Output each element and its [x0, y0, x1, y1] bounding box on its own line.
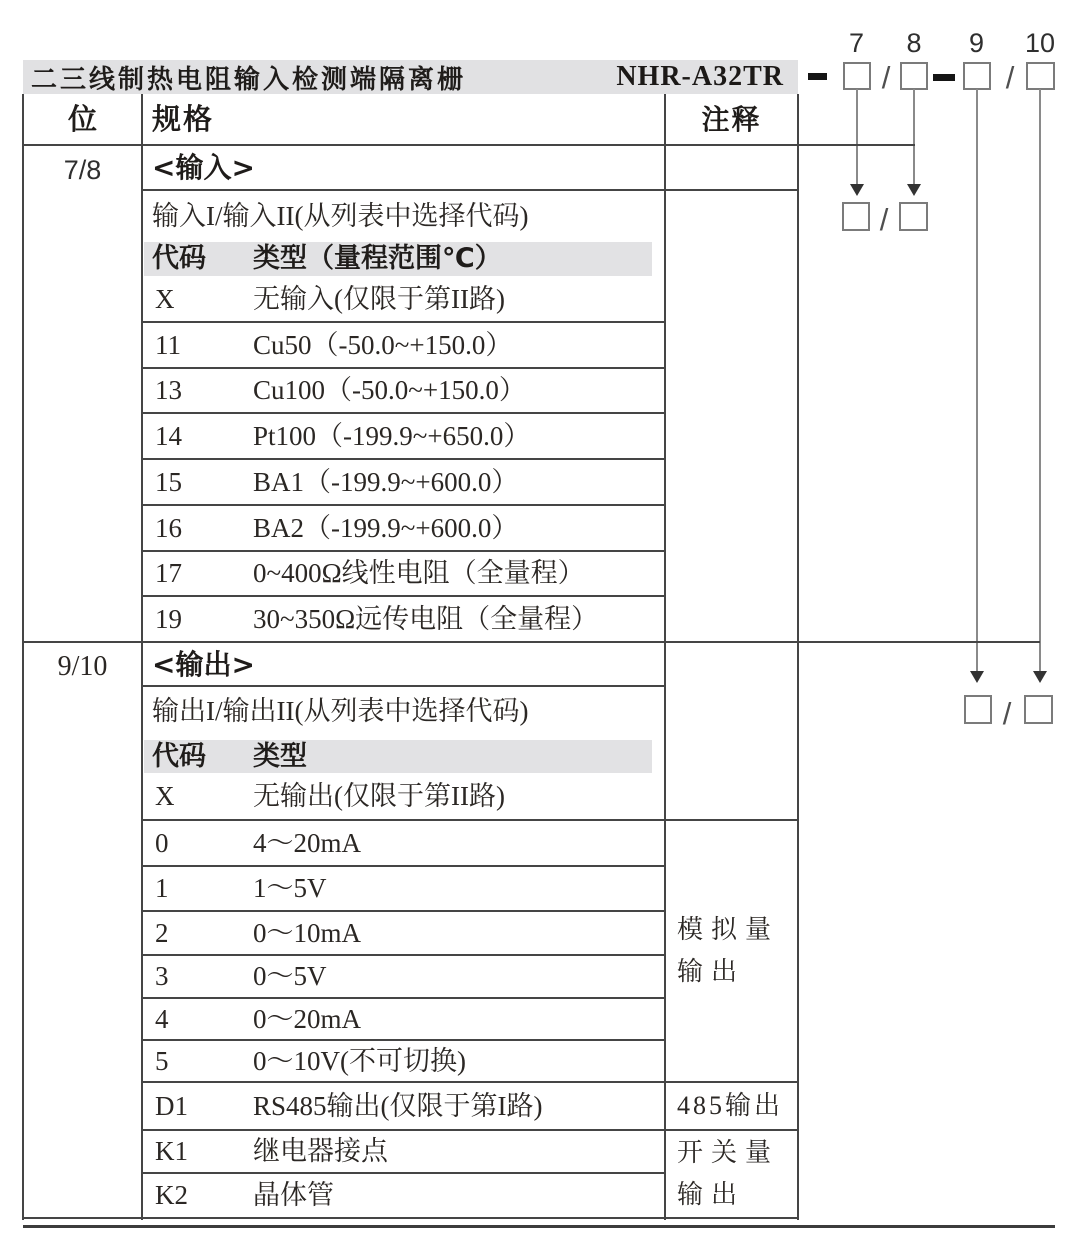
input-target-box-1[interactable] [842, 202, 870, 231]
output-row-type: 1～5V [253, 873, 327, 903]
output-row-type: 继电器接点 [253, 1136, 388, 1166]
output-row-code: 2 [155, 918, 169, 948]
input-row-type: Pt100（-199.9~+650.0） [253, 421, 531, 451]
output-type-header: 类型 [253, 741, 307, 772]
arrow-down-icon [970, 671, 984, 683]
output-group-title: <输出> [152, 648, 255, 681]
input-row-type: 0~400Ω线性电阻（全量程） [253, 558, 585, 588]
output-row-code: 3 [155, 961, 169, 991]
code-box-digit-8[interactable] [900, 62, 928, 90]
page-title: 二三线制热电阻输入检测端隔离栅 [31, 64, 467, 95]
arrow-down-icon [907, 184, 921, 196]
output-row-code: K2 [155, 1180, 188, 1210]
output-row-type: 0～10mA [253, 918, 361, 948]
input-row-code: 13 [155, 375, 182, 405]
dash-separator [808, 73, 827, 80]
input-subtitle: 输入I/输入II(从列表中选择代码) [152, 201, 529, 231]
input-row-type: Cu100（-50.0~+150.0） [253, 375, 526, 405]
note-line: 模拟量 [677, 915, 780, 944]
output-code-header-band [144, 740, 652, 773]
output-row-code: 0 [155, 828, 169, 858]
output-row-code: 4 [155, 1004, 169, 1034]
pos-label-9-10: 9/10 [57, 651, 108, 682]
output-row-type: 0～10V(不可切换) [253, 1046, 466, 1076]
output-code-header: 代码 [152, 741, 206, 772]
note-cell [665, 1130, 798, 1218]
slash-separator: / [1005, 60, 1015, 95]
output-row-type: 0～20mA [253, 1004, 361, 1034]
note-cell [665, 820, 798, 1082]
code-box-digit-9[interactable] [963, 62, 991, 90]
input-row-code: 11 [155, 330, 181, 360]
table-line-h [23, 144, 915, 146]
output-row-type: 0～5V [253, 961, 327, 991]
input-row-code: 14 [155, 421, 182, 451]
slash-separator: / [881, 60, 891, 95]
input-row-code: X [155, 284, 175, 314]
code-box-digit-7[interactable] [843, 62, 871, 90]
note-line: 输出 [677, 957, 746, 986]
output-row-code: 5 [155, 1046, 169, 1076]
note-cell [665, 1082, 798, 1130]
digit-label-7: 7 [848, 28, 865, 58]
output-row-code: K1 [155, 1136, 188, 1166]
input-row-type: 无输入(仅限于第II路) [253, 284, 505, 314]
column-header-note: 注释 [701, 103, 762, 136]
input-row-code: 19 [155, 604, 182, 634]
connector-line-8 [913, 89, 915, 189]
input-group-title: <输入> [152, 151, 255, 184]
input-type-header: 类型（量程范围℃） [253, 243, 502, 274]
table-line-h [142, 685, 665, 687]
note-line: 输出 [677, 1180, 746, 1209]
connector-line-10 [1039, 89, 1041, 676]
input-row-type: BA2（-199.9~+600.0） [253, 513, 519, 543]
output-row-code: X [155, 781, 175, 811]
pos-label-7-8: 7/8 [63, 155, 102, 185]
table-line-v [22, 94, 24, 1220]
input-row-type: 30~350Ω远传电阻（全量程） [253, 604, 599, 634]
slash-separator: / [1002, 696, 1012, 731]
connector-line-9 [976, 89, 978, 676]
output-row-type: 晶体管 [253, 1180, 334, 1210]
model-code: NHR-A32TR [616, 61, 784, 92]
slash-separator: / [879, 202, 889, 237]
column-header-pos: 位 [67, 102, 97, 136]
input-row-code: 17 [155, 558, 182, 588]
input-row-type: BA1（-199.9~+600.0） [253, 467, 519, 497]
input-row-type: Cu50（-50.0~+150.0） [253, 330, 513, 360]
table-line-v [141, 94, 143, 1220]
note-line: 开关量 [677, 1138, 780, 1167]
input-row-code: 16 [155, 513, 182, 543]
output-row-type: 4～20mA [253, 828, 361, 858]
input-code-header: 代码 [152, 243, 206, 274]
output-row-type: RS485输出(仅限于第I路) [253, 1091, 543, 1121]
input-target-box-2[interactable] [899, 202, 928, 231]
input-row-code: 15 [155, 467, 182, 497]
output-row-code: D1 [155, 1091, 188, 1121]
output-target-box-1[interactable] [964, 695, 992, 724]
table-line-h [142, 189, 798, 191]
digit-label-8: 8 [906, 28, 922, 58]
connector-line-7 [856, 89, 858, 189]
output-row-type: 无输出(仅限于第II路) [253, 781, 505, 811]
digit-label-10: 10 [1024, 28, 1056, 58]
code-box-digit-10[interactable] [1026, 62, 1055, 90]
arrow-down-icon [850, 184, 864, 196]
output-row-code: 1 [155, 873, 169, 903]
title-bar [23, 60, 798, 94]
bottom-rule [23, 1225, 1055, 1228]
output-subtitle: 输出I/输出II(从列表中选择代码) [152, 696, 529, 726]
dash-separator [933, 74, 955, 81]
note-line: 485输出 [677, 1091, 784, 1120]
digit-label-9: 9 [968, 28, 985, 58]
arrow-down-icon [1033, 671, 1047, 683]
column-header-spec: 规格 [152, 102, 215, 136]
output-target-box-2[interactable] [1024, 695, 1053, 724]
